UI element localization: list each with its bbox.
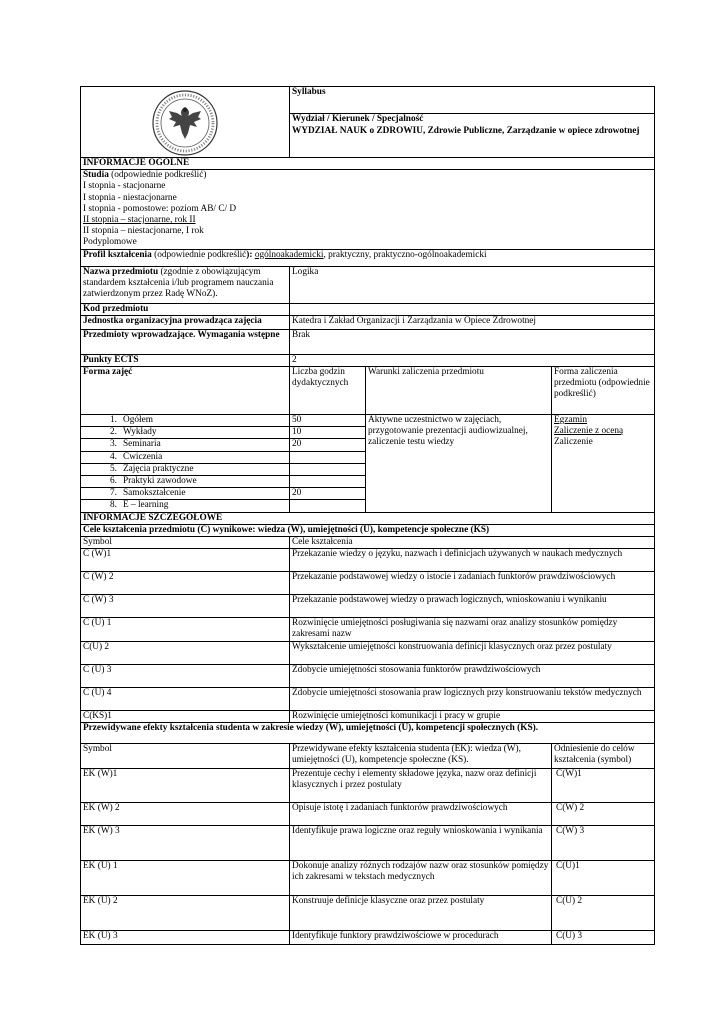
- goal-text: Zdobycie umiejętności stosowania funktorów prawdziwościowych: [290, 664, 655, 687]
- assessment-options: [552, 415, 655, 513]
- class-form-name: 8. E – learning: [81, 500, 290, 512]
- goal-symbol: C(KS)1: [81, 710, 290, 722]
- unit-value: Katedra i Zakład Organizacji i Zarządzania w Opiece Zdrowotnej: [290, 315, 655, 329]
- goal-text: Wykształcenie umiejętności konstruowania definicji klasycznych oraz przez postulaty: [290, 641, 655, 664]
- class-form-name: 7. Samokształcenie: [81, 488, 290, 500]
- goal-symbol: C (W) 2: [81, 572, 290, 595]
- faculty-cell: [290, 114, 655, 158]
- university-seal: [81, 87, 290, 158]
- outcome-reference: C(W)1: [552, 768, 655, 802]
- assessment-option-selected: Zaliczenie z oceną: [554, 426, 624, 437]
- outcome-reference: C(U)1: [552, 860, 655, 895]
- goal-symbol: C (U) 1: [81, 618, 290, 641]
- profile-colon: ):: [246, 249, 255, 260]
- class-form-hours: 20: [290, 488, 366, 500]
- study-note: (odpowiednie podkreślić): [108, 170, 207, 181]
- class-form-hours: [290, 451, 366, 463]
- assessment-header: Forma zaliczenia przedmiotu (odpowiednie podkreślić): [552, 367, 655, 415]
- goal-text: Przekazanie podstawowej wiedzy o istocie i zadaniach funktorów prawdziwościowych: [290, 572, 655, 595]
- syllabus-table: [80, 86, 655, 945]
- outcome-text: Identyfikuje prawa logiczne oraz reguły wnioskowania i wynikania: [290, 825, 552, 860]
- ects-label: Punkty ECTS: [81, 354, 290, 366]
- outcome-symbol: EK (W) 3: [81, 825, 290, 860]
- conditions-header: Warunki zaliczenia przedmiotu: [366, 367, 552, 415]
- subject-code-label: Kod przedmiotu: [81, 303, 290, 315]
- outcome-text: Opisuje istotę i zadaniach funktorów prawdziwościowych: [290, 802, 552, 825]
- outcome-reference: C(W) 2: [552, 802, 655, 825]
- outcomes-header: Przewidywane efekty kształcenia studenta (EK): wiedza (W), umiejętności (U), kompetencje społeczne (KS).: [290, 743, 552, 768]
- goal-text: Rozwinięcie umiejętności komunikacji i pracy w grupie: [290, 710, 655, 722]
- subject-name-note: (zgodnie z obowiązującym standardem kształcenia i/lub programem nauczania zatwierdzonym przez Radę WNoZ).: [83, 266, 274, 300]
- outcome-text: Prezentuje cechy i elementy składowe języka, nazw oraz definicji klasycznych i przez postulaty: [290, 768, 552, 802]
- class-form-name: 6. Praktyki zawodowe: [81, 476, 290, 488]
- assessment-option-selected: Egzamin: [554, 415, 588, 426]
- study-option-selected: II stopnia – stacjonarne, rok II: [83, 215, 196, 226]
- class-form-name: 5. Zajęcia praktyczne: [81, 463, 290, 475]
- outcome-text: Dokonuje analizy różnych rodzajów nazw oraz stosunków pomiędzy ich zakresami w tekstach medycznych: [290, 860, 552, 895]
- subject-code-value: [290, 303, 655, 315]
- general-section-title: INFORMACJE OGÓLNE: [81, 158, 655, 170]
- goal-symbol: C (W) 3: [81, 595, 290, 618]
- study-option: Podyplomowe: [83, 237, 137, 248]
- prerequisites-value: Brak: [290, 329, 655, 354]
- outcome-reference: C(W) 3: [552, 825, 655, 860]
- outcome-reference: C(U) 3: [552, 930, 655, 944]
- outcome-text: Konstruuje definicje klasyczne oraz przez postulaty: [290, 895, 552, 930]
- class-form-name: 2. Wykłady: [81, 427, 290, 439]
- class-form-name: 3. Seminaria: [81, 439, 290, 451]
- reference-header: Odniesienie do celów kształcenia (symbol): [552, 743, 655, 768]
- class-form-name: 4. Ćwiczenia: [81, 451, 290, 463]
- goals-title: Cele kształcenia przedmiotu (C) wynikowe: wiedza (W), umiejętności (U), kompetencje społeczne (KS): [81, 524, 655, 536]
- syllabus-title: Syllabus: [290, 87, 655, 114]
- profile-selected: ogólnoakademicki: [254, 249, 324, 260]
- study-label: Studia: [83, 170, 109, 181]
- study-option: II stopnia – niestacjonarne, I rok: [83, 226, 204, 237]
- assessment-option: Zaliczenie: [554, 437, 593, 448]
- goal-text: Zdobycie umiejętności stosowania praw logicznych przy konstruowaniu tekstów medycznych: [290, 687, 655, 710]
- unit-label: Jednostka organizacyjna prowadząca zajęcia: [81, 315, 290, 329]
- outcome-symbol: EK (U) 1: [81, 860, 290, 895]
- class-form-hours: [290, 463, 366, 475]
- class-form-hours: [290, 500, 366, 512]
- form-label: Forma zajęć: [81, 367, 290, 415]
- profile-label: Profil kształcenia: [83, 249, 152, 260]
- profile-note: (odpowiednie podkreślić: [151, 249, 247, 260]
- hours-header: Liczba godzin dydaktycznych: [290, 367, 366, 415]
- outcome-symbol: EK (U) 2: [81, 895, 290, 930]
- goal-symbol: C (U) 3: [81, 664, 290, 687]
- study-option: I stopnia - stacjonarne: [83, 181, 166, 192]
- subject-name-label: Nazwa przedmiotu: [83, 266, 159, 277]
- outcome-reference: C(U) 2: [552, 895, 655, 930]
- outcome-symbol: EK (U) 3: [81, 930, 290, 944]
- class-form-hours: 10: [290, 427, 366, 439]
- outcome-symbol: EK (W)1: [81, 768, 290, 802]
- goal-symbol: C (U) 4: [81, 687, 290, 710]
- faculty-label: Wydział / Kierunek / Specjalność: [292, 114, 424, 125]
- ects-value: 2: [290, 354, 655, 366]
- subject-name-label-cell: [81, 266, 290, 303]
- conditions-value: Aktywne uczestnictwo w zajęciach, przygotowanie prezentacji audiowizualnej, zaliczenie testu wiedzy: [366, 415, 552, 513]
- syllabus-page: [80, 86, 654, 945]
- study-level-cell: [81, 170, 655, 249]
- outcomes-title: Przewidywane efekty kształcenia studenta w zakresie wiedzy (W), umiejętności (U), kompetencji społecznych (KS).: [81, 722, 655, 743]
- goal-text: Rozwinięcie umiejętności posługiwania się nazwami oraz analizy stosunków pomiędzy zakresami nazw: [290, 618, 655, 641]
- faculty-value: WYDZIAŁ NAUK o ZDROWIU, Zdrowie Publiczne, Zarządzanie w opiece zdrowotnej: [292, 125, 640, 136]
- outcome-symbol: EK (W) 2: [81, 802, 290, 825]
- goal-symbol: C (W)1: [81, 549, 290, 572]
- prerequisites-label: Przedmioty wprowadzające. Wymagania wstępne: [81, 329, 290, 354]
- outcome-text: Identyfikuje funktory prawdziwościowe w procedurach: [290, 930, 552, 944]
- goals-header: Cele kształcenia: [290, 537, 655, 549]
- class-form-hours: 50: [290, 415, 366, 427]
- detailed-section-title: INFORMACJE SZCZEGÓŁOWE: [81, 512, 655, 524]
- university-seal-icon: [151, 89, 219, 157]
- subject-name-value: Logika: [290, 266, 655, 303]
- study-option: I stopnia - pomostowe: poziom AB/ C/ D: [83, 203, 237, 214]
- class-form-hours: [290, 476, 366, 488]
- goal-text: Przekazanie wiedzy o języku, nazwach i definicjach używanych w naukach medycznych: [290, 549, 655, 572]
- profile-cell: [81, 249, 655, 266]
- profile-rest: , praktyczny, praktyczno-ogólnoakademicki: [323, 249, 487, 260]
- goal-symbol: C(U) 2: [81, 641, 290, 664]
- goal-text: Przekazanie podstawowej wiedzy o prawach logicznych, wnioskowaniu i wynikaniu: [290, 595, 655, 618]
- class-form-name: 1. Ogółem: [81, 415, 290, 427]
- goals-symbol-header: Symbol: [81, 537, 290, 549]
- outcomes-symbol-header: Symbol: [81, 743, 290, 768]
- study-option: I stopnia - niestacjonarne: [83, 192, 177, 203]
- class-form-hours: 20: [290, 439, 366, 451]
